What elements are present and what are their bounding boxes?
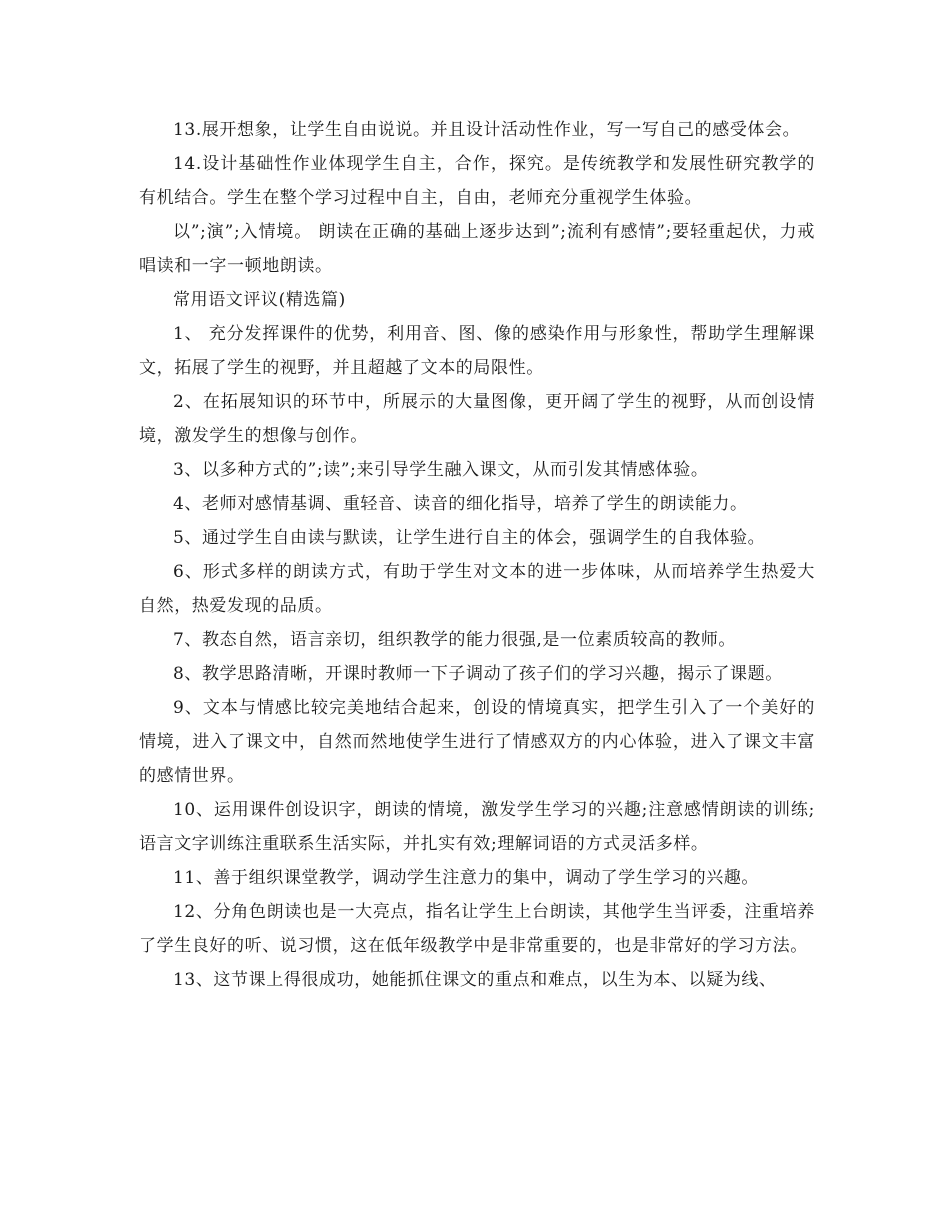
- comment-item-9: 9、文本与情感比较完美地结合起来，创设的情境真实，把学生引入了一个美好的情境，进入了课文中，自然而然地使学生进行了情感双方的内心体验，进入了课文丰富的感情世界。: [139, 698, 815, 786]
- comment-item-8: 8、教学思路清晰，开课时教师一下子调动了孩子们的学习兴趣，揭示了课题。: [173, 664, 783, 684]
- paragraph-13-imagination: 13.展开想象，让学生自由说说。并且设计活动性作业，写一写自己的感受体会。: [173, 120, 801, 140]
- comment-item-13: 13、这节课上得很成功，她能抓住课文的重点和难点，以生为本、以疑为线、: [173, 970, 777, 990]
- section-heading: 常用语文评议(精选篇): [173, 290, 346, 310]
- comment-item-5: 5、通过学生自由读与默读，让学生进行自主的体会，强调学生的自我体验。: [173, 528, 766, 548]
- document-body: [139, 113, 815, 997]
- paragraph-reading-guidance: 以”;演”;入情境。 朗读在正确的基础上逐步达到”;流利有感情”;要轻重起伏，力戒唱读和一字一顿地朗读。: [139, 222, 815, 276]
- comment-item-12: 12、分角色朗读也是一大亮点，指名让学生上台朗读，其他学生当评委，注重培养了学生良好的听、说习惯，这在低年级教学中是非常重要的，也是非常好的学习方法。: [139, 902, 815, 956]
- comment-item-3: 3、以多种方式的”;读”;来引导学生融入课文，从而引发其情感体验。: [173, 460, 709, 480]
- comment-item-6: 6、形式多样的朗读方式，有助于学生对文本的进一步体味，从而培养学生热爱大自然，热爱发现的品质。: [139, 562, 815, 616]
- paragraph-14-basic-homework: 14.设计基础性作业体现学生自主，合作，探究。是传统教学和发展性研究教学的有机结合。学生在整个学习过程中自主，自由，老师充分重视学生体验。: [139, 154, 815, 208]
- comment-item-10: 10、运用课件创设识字，朗读的情境，激发学生学习的兴趣;注意感情朗读的训练;语言文字训练注重联系生活实际，并扎实有效;理解词语的方式灵活多样。: [139, 800, 815, 854]
- comment-item-11: 11、善于组织课堂教学，调动学生注意力的集中，调动了学生学习的兴趣。: [173, 868, 760, 888]
- comment-item-2: 2、在拓展知识的环节中，所展示的大量图像，更开阔了学生的视野，从而创设情境，激发学生的想像与创作。: [139, 392, 815, 446]
- comment-item-7: 7、教态自然，语言亲切，组织教学的能力很强,是一位素质较高的教师。: [173, 630, 737, 650]
- comment-item-4: 4、老师对感情基调、重轻音、读音的细化指导，培养了学生的朗读能力。: [173, 494, 748, 514]
- comment-item-1: 1、 充分发挥课件的优势，利用音、图、像的感染作用与形象性，帮助学生理解课文，拓展了学生的视野，并且超越了文本的局限性。: [139, 324, 815, 378]
